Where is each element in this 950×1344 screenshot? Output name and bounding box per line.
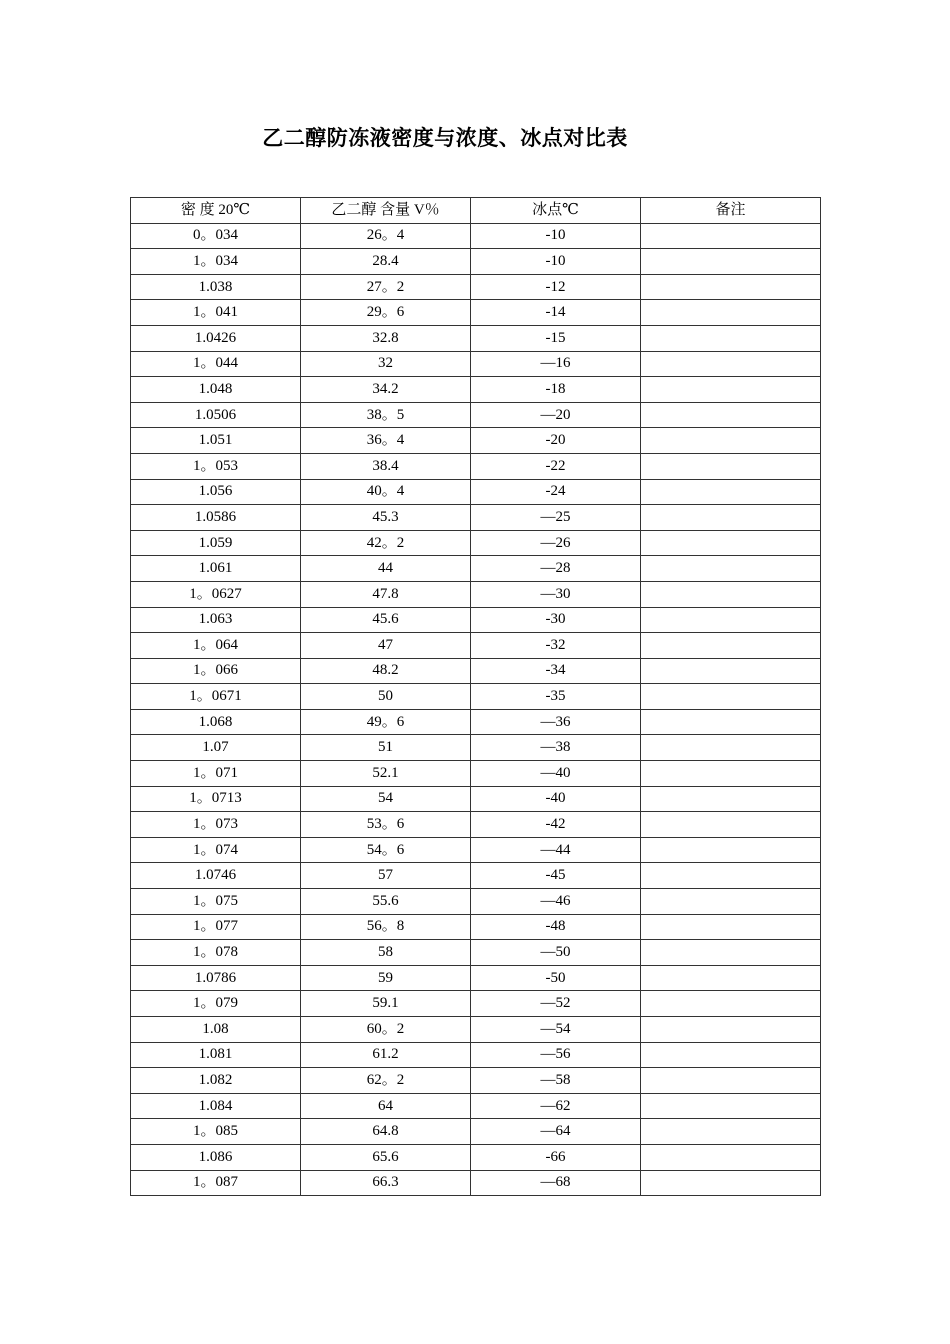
cell-density: 1。0627 [131, 581, 301, 607]
cell-remarks [641, 325, 821, 351]
cell-glycol-content: 64 [301, 1093, 471, 1119]
table-row [131, 786, 821, 812]
cell-freezing-point: -45 [471, 863, 641, 889]
table-row [131, 684, 821, 710]
cell-density: 1.0786 [131, 965, 301, 991]
cell-density: 1。073 [131, 812, 301, 838]
cell-density: 1。075 [131, 889, 301, 915]
cell-density: 1。041 [131, 300, 301, 326]
cell-remarks [641, 940, 821, 966]
cell-remarks [641, 1093, 821, 1119]
cell-freezing-point: -32 [471, 633, 641, 659]
cell-density: 1。044 [131, 351, 301, 377]
cell-remarks [641, 735, 821, 761]
cell-density: 1。085 [131, 1119, 301, 1145]
cell-glycol-content: 40。4 [301, 479, 471, 505]
cell-remarks [641, 377, 821, 403]
cell-density: 1。0671 [131, 684, 301, 710]
table-row [131, 556, 821, 582]
table-row [131, 940, 821, 966]
cell-remarks [641, 249, 821, 275]
cell-freezing-point: —16 [471, 351, 641, 377]
cell-glycol-content: 32.8 [301, 325, 471, 351]
table-row [131, 377, 821, 403]
header-density: 密 度 20℃ [131, 198, 301, 224]
table-row [131, 607, 821, 633]
cell-density: 1.068 [131, 709, 301, 735]
table-row [131, 453, 821, 479]
cell-density: 1。077 [131, 914, 301, 940]
cell-density: 1.0746 [131, 863, 301, 889]
cell-glycol-content: 47.8 [301, 581, 471, 607]
cell-glycol-content: 26。4 [301, 223, 471, 249]
cell-density: 1.048 [131, 377, 301, 403]
cell-glycol-content: 42。2 [301, 530, 471, 556]
cell-freezing-point: —64 [471, 1119, 641, 1145]
cell-density: 1.051 [131, 428, 301, 454]
cell-freezing-point: —25 [471, 505, 641, 531]
table-row [131, 658, 821, 684]
cell-remarks [641, 453, 821, 479]
cell-freezing-point: -24 [471, 479, 641, 505]
table-row [131, 1068, 821, 1094]
cell-glycol-content: 58 [301, 940, 471, 966]
table-row [131, 505, 821, 531]
cell-density: 1.07 [131, 735, 301, 761]
cell-glycol-content: 29。6 [301, 300, 471, 326]
cell-density: 1.08 [131, 1017, 301, 1043]
header-remarks: 备注 [641, 198, 821, 224]
table-row [131, 581, 821, 607]
cell-density: 1.063 [131, 607, 301, 633]
cell-density: 1。034 [131, 249, 301, 275]
cell-freezing-point: -66 [471, 1144, 641, 1170]
table-row [131, 837, 821, 863]
cell-density: 0。034 [131, 223, 301, 249]
cell-glycol-content: 38。5 [301, 402, 471, 428]
cell-freezing-point: —68 [471, 1170, 641, 1196]
cell-freezing-point: —46 [471, 889, 641, 915]
cell-remarks [641, 837, 821, 863]
cell-freezing-point: -40 [471, 786, 641, 812]
cell-remarks [641, 761, 821, 787]
cell-glycol-content: 53。6 [301, 812, 471, 838]
cell-density: 1.056 [131, 479, 301, 505]
table-row [131, 812, 821, 838]
cell-freezing-point: —44 [471, 837, 641, 863]
table-row [131, 863, 821, 889]
cell-glycol-content: 60。2 [301, 1017, 471, 1043]
cell-glycol-content: 54 [301, 786, 471, 812]
cell-remarks [641, 1017, 821, 1043]
cell-density: 1。079 [131, 991, 301, 1017]
cell-density: 1。066 [131, 658, 301, 684]
cell-glycol-content: 45.6 [301, 607, 471, 633]
cell-density: 1.086 [131, 1144, 301, 1170]
cell-glycol-content: 59 [301, 965, 471, 991]
cell-freezing-point: -48 [471, 914, 641, 940]
cell-freezing-point: —40 [471, 761, 641, 787]
cell-freezing-point: -10 [471, 249, 641, 275]
cell-remarks [641, 709, 821, 735]
cell-remarks [641, 351, 821, 377]
table-row [131, 351, 821, 377]
cell-glycol-content: 51 [301, 735, 471, 761]
cell-density: 1.081 [131, 1042, 301, 1068]
table-row [131, 249, 821, 275]
table-row [131, 479, 821, 505]
table-row [131, 735, 821, 761]
cell-remarks [641, 402, 821, 428]
cell-remarks [641, 786, 821, 812]
cell-remarks [641, 658, 821, 684]
cell-freezing-point: -10 [471, 223, 641, 249]
cell-freezing-point: -15 [471, 325, 641, 351]
antifreeze-comparison-table [130, 197, 821, 1196]
cell-freezing-point: —28 [471, 556, 641, 582]
cell-freezing-point: -22 [471, 453, 641, 479]
table-row [131, 761, 821, 787]
table-header-row [131, 198, 821, 224]
cell-freezing-point: -30 [471, 607, 641, 633]
table-row [131, 1119, 821, 1145]
cell-glycol-content: 54。6 [301, 837, 471, 863]
cell-glycol-content: 44 [301, 556, 471, 582]
cell-remarks [641, 1119, 821, 1145]
table-row [131, 633, 821, 659]
cell-density: 1。053 [131, 453, 301, 479]
cell-glycol-content: 32 [301, 351, 471, 377]
cell-glycol-content: 27。2 [301, 274, 471, 300]
cell-glycol-content: 38.4 [301, 453, 471, 479]
cell-density: 1。071 [131, 761, 301, 787]
cell-freezing-point: —52 [471, 991, 641, 1017]
cell-glycol-content: 28.4 [301, 249, 471, 275]
cell-freezing-point: -12 [471, 274, 641, 300]
table-row [131, 325, 821, 351]
cell-freezing-point: -20 [471, 428, 641, 454]
cell-glycol-content: 64.8 [301, 1119, 471, 1145]
table-row [131, 300, 821, 326]
cell-density: 1。087 [131, 1170, 301, 1196]
cell-remarks [641, 1144, 821, 1170]
cell-density: 1。078 [131, 940, 301, 966]
cell-freezing-point: -50 [471, 965, 641, 991]
cell-freezing-point: —30 [471, 581, 641, 607]
cell-density: 1。074 [131, 837, 301, 863]
cell-glycol-content: 52.1 [301, 761, 471, 787]
cell-freezing-point: -42 [471, 812, 641, 838]
cell-density: 1.084 [131, 1093, 301, 1119]
table-row [131, 709, 821, 735]
header-glycol-content: 乙二醇 含量 V％ [301, 198, 471, 224]
cell-glycol-content: 48.2 [301, 658, 471, 684]
cell-density: 1。064 [131, 633, 301, 659]
cell-remarks [641, 581, 821, 607]
table-row [131, 402, 821, 428]
cell-glycol-content: 57 [301, 863, 471, 889]
table-body [131, 223, 821, 1196]
cell-density: 1.0426 [131, 325, 301, 351]
cell-freezing-point: —54 [471, 1017, 641, 1043]
table-row [131, 274, 821, 300]
cell-remarks [641, 1042, 821, 1068]
cell-remarks [641, 530, 821, 556]
cell-glycol-content: 45.3 [301, 505, 471, 531]
cell-freezing-point: —26 [471, 530, 641, 556]
cell-remarks [641, 684, 821, 710]
cell-remarks [641, 1170, 821, 1196]
cell-remarks [641, 607, 821, 633]
cell-glycol-content: 66.3 [301, 1170, 471, 1196]
cell-remarks [641, 914, 821, 940]
cell-freezing-point: -35 [471, 684, 641, 710]
table-row [131, 1042, 821, 1068]
cell-density: 1.059 [131, 530, 301, 556]
cell-density: 1.038 [131, 274, 301, 300]
cell-glycol-content: 36。4 [301, 428, 471, 454]
cell-glycol-content: 55.6 [301, 889, 471, 915]
cell-freezing-point: —38 [471, 735, 641, 761]
cell-remarks [641, 300, 821, 326]
cell-remarks [641, 428, 821, 454]
table-row [131, 1017, 821, 1043]
cell-remarks [641, 863, 821, 889]
cell-remarks [641, 965, 821, 991]
header-freezing-point: 冰点℃ [471, 198, 641, 224]
cell-glycol-content: 47 [301, 633, 471, 659]
cell-glycol-content: 59.1 [301, 991, 471, 1017]
cell-freezing-point: —50 [471, 940, 641, 966]
table-row [131, 914, 821, 940]
cell-glycol-content: 56。8 [301, 914, 471, 940]
cell-density: 1。0713 [131, 786, 301, 812]
cell-glycol-content: 62。2 [301, 1068, 471, 1094]
cell-remarks [641, 223, 821, 249]
cell-density: 1.0586 [131, 505, 301, 531]
cell-remarks [641, 505, 821, 531]
cell-remarks [641, 556, 821, 582]
table-row [131, 965, 821, 991]
table-row [131, 223, 821, 249]
table-row [131, 991, 821, 1017]
table-row [131, 1144, 821, 1170]
cell-remarks [641, 1068, 821, 1094]
document-title: 乙二醇防冻液密度与浓度、冰点对比表 [262, 125, 628, 150]
cell-density: 1.061 [131, 556, 301, 582]
table-row [131, 889, 821, 915]
cell-remarks [641, 812, 821, 838]
cell-glycol-content: 65.6 [301, 1144, 471, 1170]
cell-freezing-point: —62 [471, 1093, 641, 1119]
cell-freezing-point: -14 [471, 300, 641, 326]
cell-freezing-point: -18 [471, 377, 641, 403]
cell-remarks [641, 991, 821, 1017]
cell-glycol-content: 34.2 [301, 377, 471, 403]
table-row [131, 428, 821, 454]
cell-freezing-point: —58 [471, 1068, 641, 1094]
cell-glycol-content: 61.2 [301, 1042, 471, 1068]
cell-density: 1.0506 [131, 402, 301, 428]
cell-remarks [641, 479, 821, 505]
table-row [131, 530, 821, 556]
cell-freezing-point: —56 [471, 1042, 641, 1068]
table-row [131, 1093, 821, 1119]
cell-remarks [641, 889, 821, 915]
cell-freezing-point: —36 [471, 709, 641, 735]
cell-remarks [641, 633, 821, 659]
table-row [131, 1170, 821, 1196]
cell-glycol-content: 50 [301, 684, 471, 710]
cell-remarks [641, 274, 821, 300]
cell-freezing-point: —20 [471, 402, 641, 428]
cell-freezing-point: -34 [471, 658, 641, 684]
cell-glycol-content: 49。6 [301, 709, 471, 735]
cell-density: 1.082 [131, 1068, 301, 1094]
